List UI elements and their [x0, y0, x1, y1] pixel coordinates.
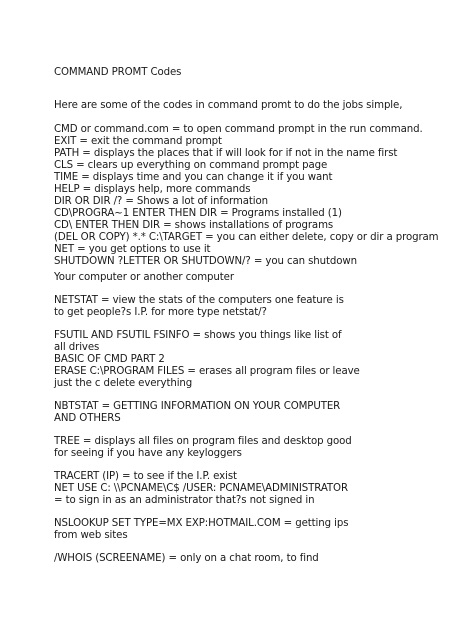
text-line: Your computer or another computer: [54, 272, 234, 283]
text-line: just the c delete everything: [54, 378, 193, 389]
text-line: HELP = displays help, more commands: [54, 184, 251, 195]
text-line: NET = you get options to use it: [54, 244, 211, 255]
text-line: DIR OR DIR /? = Shows a lot of information: [54, 196, 268, 207]
document-title: COMMAND PROMT Codes: [54, 67, 182, 78]
text-line: TIME = displays time and you can change it if you want: [54, 172, 333, 183]
text-line: to get people?s I.P. for more type netstat/?: [54, 307, 267, 318]
text-line: CLS = clears up everything on command prompt page: [54, 160, 328, 171]
text-line: CMD or command.com = to open command prompt in the run command.: [54, 124, 423, 135]
text-line: SHUTDOWN ?LETTER OR SHUTDOWN/? = you can shutdown: [54, 256, 357, 267]
text-line: ERASE C:\PROGRAM FILES = erases all program files or leave: [54, 366, 360, 377]
text-line: NBTSTAT = GETTING INFORMATION ON YOUR COMPUTER: [54, 401, 341, 412]
text-line: for seeing if you have any keyloggers: [54, 448, 242, 459]
text-line: /WHOIS (SCREENAME) = only on a chat room, to find: [54, 553, 319, 564]
text-line: = to sign in as an administrator that?s not signed in: [54, 495, 315, 506]
text-line: FSUTIL AND FSUTIL FSINFO = shows you things like list of: [54, 330, 342, 341]
text-line: CD\PROGRA~1 ENTER THEN DIR = Programs installed (1): [54, 208, 342, 219]
text-line: Here are some of the codes in command promt to do the jobs simple,: [54, 100, 403, 111]
text-line: TRACERT (IP) = to see if the I.P. exist: [54, 471, 237, 482]
text-line: CD\ ENTER THEN DIR = shows installations of programs: [54, 220, 334, 231]
text-line: PATH = displays the places that if will look for if not in the name first: [54, 148, 398, 159]
text-line: from web sites: [54, 530, 128, 541]
text-line: all drives: [54, 342, 100, 353]
text-line: EXIT = exit the command prompt: [54, 136, 222, 147]
text-line: (DEL OR COPY) *.* C:\TARGET = you can either delete, copy or dir a program: [54, 232, 439, 243]
text-line: BASIC OF CMD PART 2: [54, 354, 165, 365]
text-line: NET USE C: \\PCNAME\C$ /USER: PCNAME\ADMINISTRATOR: [54, 483, 348, 494]
text-line: NSLOOKUP SET TYPE=MX EXP:HOTMAIL.COM = getting ips: [54, 518, 349, 529]
text-line: TREE = displays all files on program files and desktop good: [54, 436, 352, 447]
text-line: NETSTAT = view the stats of the computers one feature is: [54, 295, 344, 306]
text-line: AND OTHERS: [54, 413, 121, 424]
